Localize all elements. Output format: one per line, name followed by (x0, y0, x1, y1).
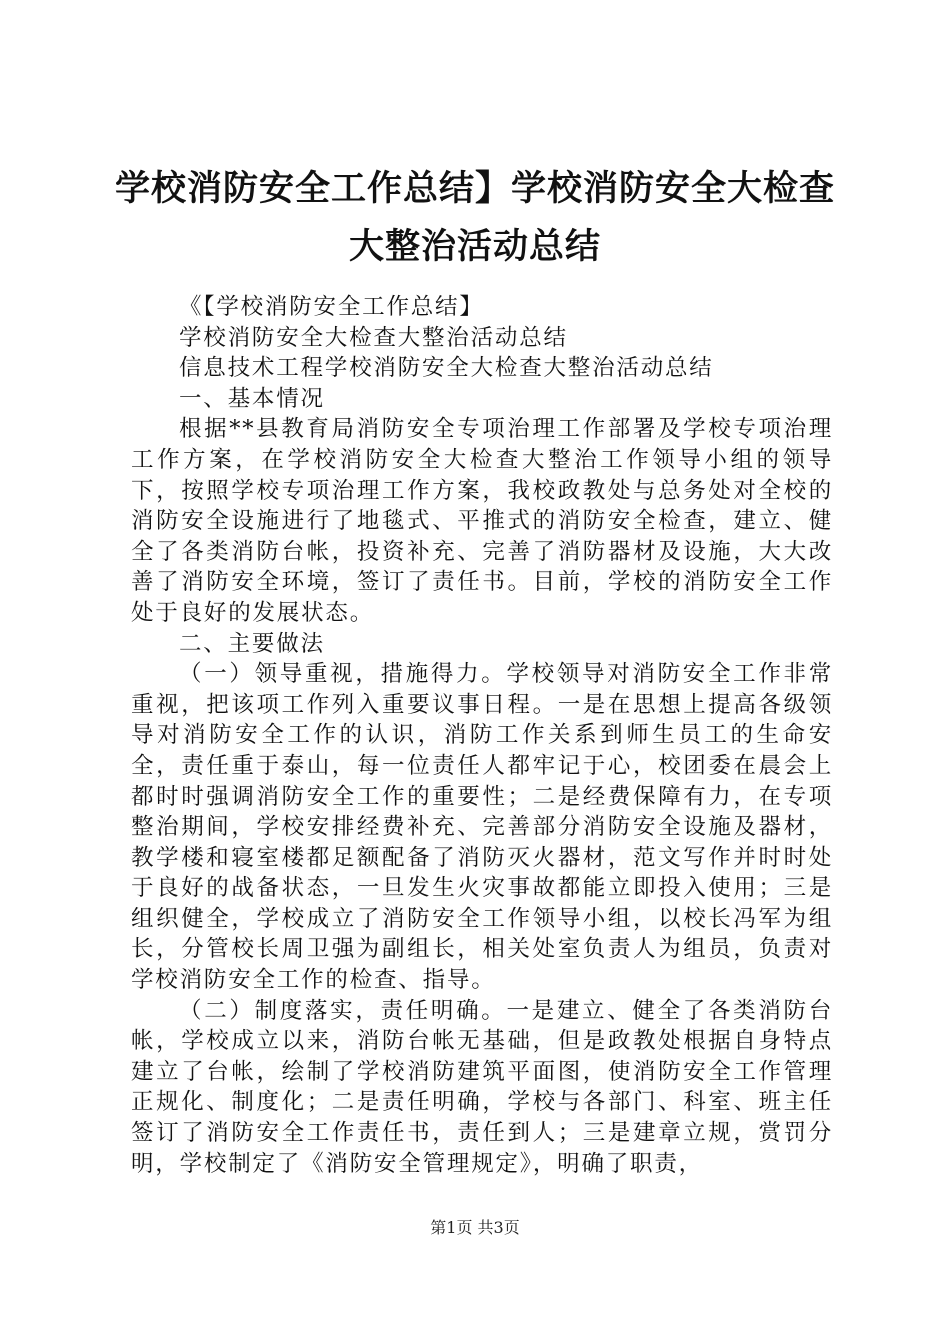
document-body (131, 292, 833, 1179)
paragraph-leadership: （一）领导重视，措施得力。学校领导对消防安全工作非常重视，把该项工作列入重要议事日程。一是在思想上提高各级领导对消防安全工作的认识，消防工作关系到师生员工的生命安全，责任重于泰山，每一位责任人都牢记于心，校团委在晨会上都时时强调消防安全工作的重要性；二是经费保障有力，在专项整治期间，学校安排经费补充、完善部分消防安全设施及器材，教学楼和寝室楼都足额配备了消防灭火器材，范文写作并时时处于良好的战备状态，一旦发生火灾事故都能立即投入使用；三是组织健全，学校成立了消防安全工作领导小组，以校长冯军为组长，分管校长周卫强为副组长，相关处室负责人为组员，负责对学校消防安全工作的检查、指导。 (131, 661, 833, 994)
title-line-2: 大整治活动总结 (348, 227, 601, 267)
section-heading-basic-situation: 一、基本情况 (179, 385, 325, 412)
section-heading-main-practices: 二、主要做法 (179, 630, 325, 657)
paragraph-source-note: 《【学校消防安全工作总结】 (179, 294, 484, 320)
page-footer: 第1页 共3页 (430, 1218, 520, 1237)
document-title (60, 160, 890, 276)
title-line-1: 学校消防安全工作总结】学校消防安全大检查 (114, 169, 835, 209)
paragraph-subtitle: 学校消防安全大检查大整治活动总结 (179, 324, 568, 351)
paragraph-school-title: 信息技术工程学校消防安全大检查大整治活动总结 (179, 355, 714, 382)
paragraph-basic-situation: 根据**县教育局消防安全专项治理工作部署及学校专项治理工作方案，在学校消防安全大检查大整治工作领导小组的领导下，按照学校专项治理工作方案，我校政教处与总务处对全校的消防安全设施进行了地毯式、平推式的消防安全检查，建立、健全了各类消防台帐，投资补充、完善了消防器材及设施，大大改善了消防安全环境，签订了责任书。目前，学校的消防安全工作处于良好的发展状态。 (131, 416, 833, 626)
paragraph-system-implementation: （二）制度落实，责任明确。一是建立、健全了各类消防台帐，学校成立以来，消防台帐无基础，但是政教处根据自身特点建立了台帐，绘制了学校消防建筑平面图，使消防安全工作管理正规化、制度化；二是责任明确，学校与各部门、科室、班主任签订了消防安全工作责任书，责任到人；三是建章立规，赏罚分明，学校制定了《消防安全管理规定》，明确了职责， (131, 997, 833, 1177)
